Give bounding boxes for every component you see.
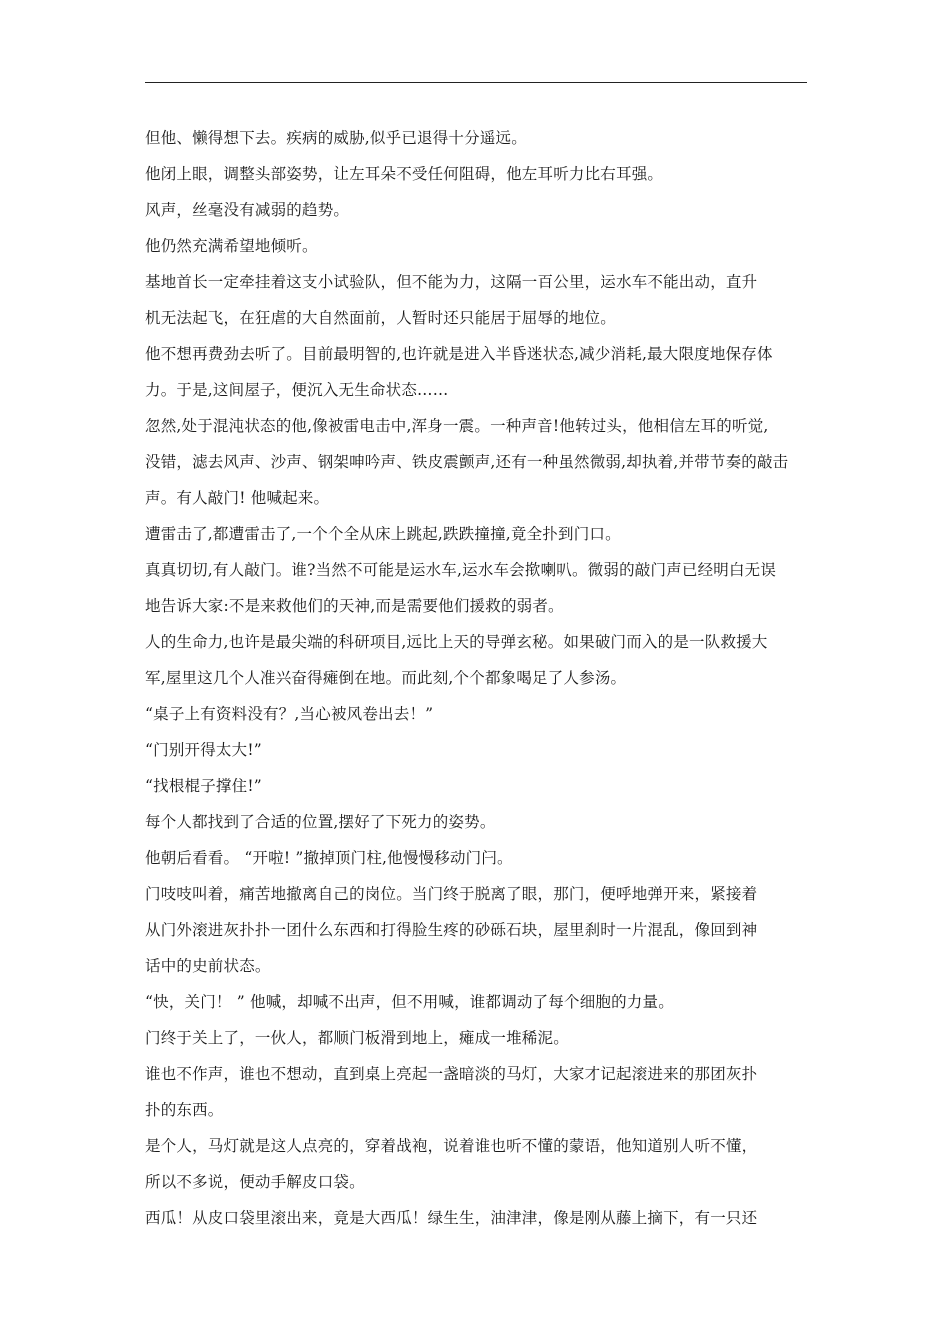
paragraph-line: 扑的东西。 bbox=[145, 1101, 224, 1119]
body-text bbox=[145, 120, 815, 1236]
paragraph-line: “快，关门！ ” 他喊，却喊不出声，但不用喊，谁都调动了每个细胞的力量。 bbox=[145, 993, 674, 1011]
paragraph-line: 真真切切,有人敲门。谁?当然不可能是运水车,运水车会揿喇叭。微弱的敲门声已经明白无误 bbox=[145, 561, 777, 579]
paragraph-line: 遭雷击了,都遭雷击了,一个个全从床上跳起,跌跌撞撞,竟全扑到门口。 bbox=[145, 525, 621, 543]
paragraph-line: 所以不多说，便动手解皮口袋。 bbox=[145, 1173, 365, 1191]
paragraph-line: 他朝后看看。 “开啦! ”撤掉顶门柱,他慢慢移动门闩。 bbox=[145, 849, 513, 867]
paragraph-line: 他闭上眼，调整头部姿势，让左耳朵不受任何阻碍，他左耳听力比右耳强。 bbox=[145, 165, 664, 183]
paragraph-line: 力。于是,这间屋子，便沉入无生命状态…… bbox=[145, 381, 449, 399]
paragraph-line: 地告诉大家:不是来救他们的天神,而是需要他们援救的弱者。 bbox=[145, 597, 564, 615]
paragraph-line: 每个人都找到了合适的位置,摆好了下死力的姿势。 bbox=[145, 813, 496, 831]
paragraph-line: 但他、懒得想下去。疾病的威胁,似乎已退得十分遥远。 bbox=[145, 129, 527, 147]
paragraph-line: 基地首长一定牵挂着这支小试验队，但不能为力，这隔一百公里，运水车不能出动，直升 bbox=[145, 273, 758, 291]
paragraph-line: “找根棍子撑住!” bbox=[145, 777, 262, 795]
paragraph-line: “门别开得太大!” bbox=[145, 741, 262, 759]
paragraph-line: 话中的史前状态。 bbox=[145, 957, 271, 975]
paragraph-line: 军,屋里这几个人准兴奋得瘫倒在地。而此刻,个个都象喝足了人参汤。 bbox=[145, 669, 627, 687]
paragraph-line: 西瓜！从皮口袋里滚出来，竟是大西瓜！绿生生，油津津，像是刚从藤上摘下，有一只还 bbox=[145, 1209, 758, 1227]
paragraph-line: 风声，丝毫没有减弱的趋势。 bbox=[145, 201, 350, 219]
paragraph-line: 谁也不作声，谁也不想动，直到桌上亮起一盏暗淡的马灯，大家才记起滚进来的那团灰扑 bbox=[145, 1065, 758, 1083]
paragraph-line: 忽然,处于混沌状态的他,像被雷电击中,浑身一震。一种声音!他转过头，他相信左耳的听觉, bbox=[145, 417, 769, 435]
paragraph-line: 门终于关上了，一伙人，都顺门板滑到地上，瘫成一堆稀泥。 bbox=[145, 1029, 569, 1047]
paragraph-line: 机无法起飞，在狂虐的大自然面前，人暂时还只能居于屈辱的地位。 bbox=[145, 309, 617, 327]
paragraph-line: 人的生命力,也许是最尖端的科研项目,远比上天的导弹玄秘。如果破门而入的是一队救援大 bbox=[145, 633, 768, 651]
paragraph-line: 他不想再费劲去听了。目前最明智的,也许就是进入半昏迷状态,减少消耗,最大限度地保存体 bbox=[145, 345, 773, 363]
paragraph-line: 门吱吱叫着，痛苦地撤离自己的岗位。当门终于脱离了眼，那门，便呼地弹开来，紧接着 bbox=[145, 885, 758, 903]
paragraph-line: 声。有人敲门! 他喊起来。 bbox=[145, 489, 330, 507]
header-rule bbox=[145, 82, 807, 83]
paragraph-line: 从门外滚进灰扑扑一团什么东西和打得脸生疼的砂砾石块，屋里刹时一片混乱，像回到神 bbox=[145, 921, 758, 939]
paragraph-line: “桌子上有资料没有？,当心被风卷出去！” bbox=[145, 705, 434, 723]
paragraph-line: 他仍然充满希望地倾听。 bbox=[145, 237, 318, 255]
paragraph-line: 没错，滤去风声、沙声、钢架呻吟声、铁皮震颤声,还有一种虽然微弱,却执着,并带节奏的敲击 bbox=[145, 453, 789, 471]
paragraph-line: 是个人，马灯就是这人点亮的，穿着战袍，说着谁也听不懂的蒙语，他知道别人听不懂， bbox=[145, 1137, 758, 1155]
